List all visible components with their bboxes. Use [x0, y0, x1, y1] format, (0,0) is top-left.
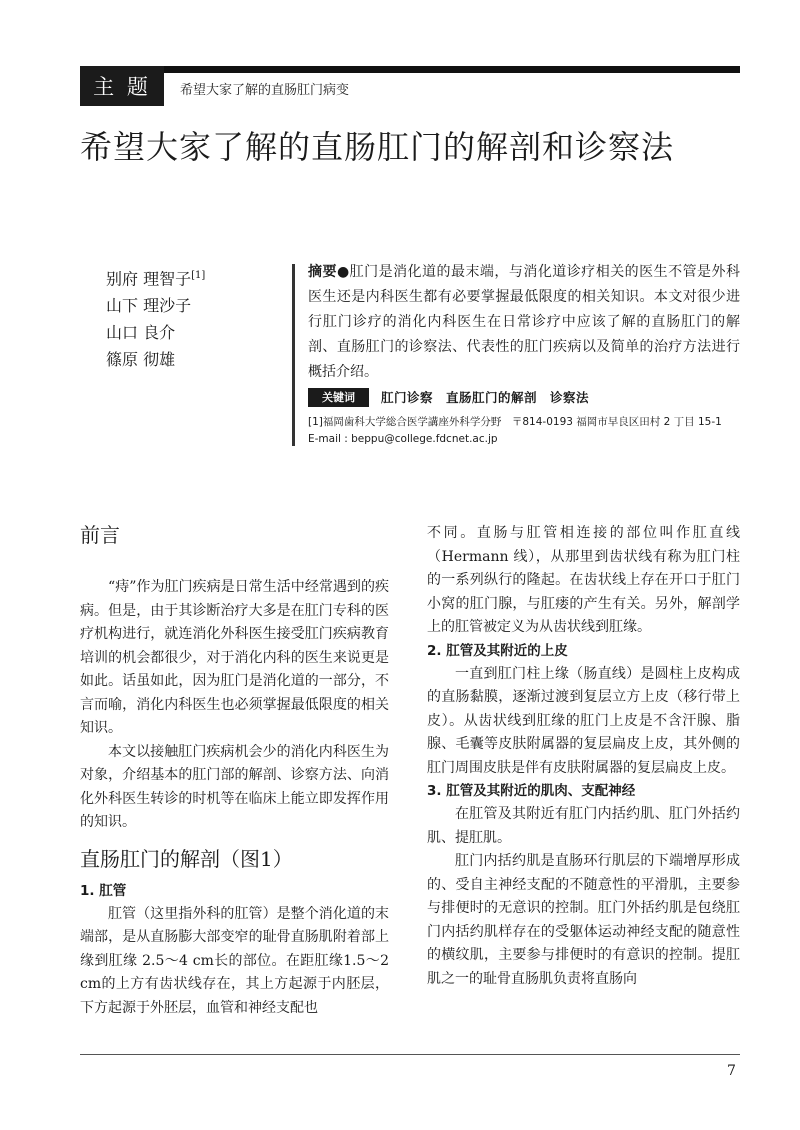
preface-paragraph-1: “痔”作为肛门疾病是日常生活中经常遇到的疾病。但是，由于其诊断治疗大多是在肛门专科的医疗机构进行，就连消化外科医生接受肛门疾病教育培训的机会都很少，对于消化内科的医生来说更是如此。话虽如此，因为肛门是消化道的一部分，不言而喻，消化内科医生也必须掌握最低限度的相关知识。: [80, 579, 389, 736]
anatomy-heading: 直肠肛门的解剖（图1）: [80, 846, 293, 871]
author-item: [106, 292, 205, 319]
page-number: 7: [727, 1063, 736, 1079]
right-paragraph-1: 不同。直肠与肛管相连接的部位叫作肛直线（Hermann 线），从那里到齿状线有称为肛门柱的一系列纵行的隆起。在齿状线上存在开口于肛门小窝的肛门腺，与肛瘘的产生有关。另外，解剖学上的肛管被定义为从齿状线到肛缘。: [427, 525, 740, 635]
author-item: [106, 346, 205, 373]
header-rule: [80, 66, 740, 73]
keywords: [308, 387, 589, 407]
abstract-rule: [292, 264, 295, 446]
abstract-label: 摘要●: [308, 264, 350, 280]
affiliation: [308, 414, 740, 448]
author-name: 山口 良介: [106, 323, 176, 343]
preface-paragraph-2: 本文以接触肛门疾病机会少的消化内科医生为对象，介绍基本的肛门部的解剖、诊察方法、向消化外科医生转诊的时机等在临床上能立即发挥作用的知识。: [80, 743, 389, 830]
keywords-value: 肛门诊察 直肠肛门的解剖 诊察法: [381, 390, 590, 405]
subsection-3-paragraph-1: 在肛管及其附近有肛门内括约肌、肛门外括约肌、提肛肌。: [427, 806, 740, 846]
footer-rule: [80, 1054, 740, 1055]
author-item: [106, 262, 205, 292]
affiliation-email: E-mail : beppu@college.fdcnet.ac.jp: [308, 433, 498, 445]
keywords-label: 关键词: [308, 388, 369, 407]
abstract-text: 肛门是消化道的最末端，与消化道诊疗相关的医生不管是外科医生还是内科医生都有必要掌握最低限度的相关知识。本文对很少进行肛门诊疗的消化内科医生在日常诊疗中应该了解的直肠肛门的解剖、直肠肛门的诊察法、代表性的肛门疾病以及简单的治疗方法进行概括介绍。: [308, 264, 741, 380]
author-name: 篠原 彻雄: [106, 350, 176, 370]
theme-subtitle: 希望大家了解的直肠肛门病变: [180, 83, 350, 98]
right-column: [427, 522, 740, 991]
subsection-1-paragraph: 肛管（这里指外科的肛管）是整个消化道的末端部，是从直肠膨大部变窄的耻骨直肠肌附着部上缘到肛缘 2.5～4 cm长的部位。在距肛缘1.5～2 cm的上方有齿状线存在，其上方起源于内胚层，下方起源于外胚层，血管和神经支配也: [80, 905, 389, 1016]
subsection-3-paragraph-2: 肛门内括约肌是直肠环行肌层的下端增厚形成的、受自主神经支配的不随意性的平滑肌，主要参与排便时的无意识的控制。肛门外括约肌是包绕肛门内括约肌样存在的受躯体运动神经支配的随意性的横纹肌，主要参与排便时的有意识的控制。提肛肌之一的耻骨直肠肌负责将直肠向: [427, 853, 740, 987]
author-ref: [1]: [191, 270, 206, 281]
author-name: 别府 理智子: [106, 269, 192, 289]
article-title: 希望大家了解的直肠肛门的解剖和诊察法: [80, 128, 675, 166]
subsection-2-heading: 2. 肛管及其附近的上皮: [427, 642, 568, 659]
author-item: [106, 319, 205, 346]
preface-heading: 前言: [80, 523, 120, 547]
left-column: [80, 520, 389, 1020]
author-name: 山下 理沙子: [106, 296, 192, 316]
author-list: [106, 262, 205, 373]
subsection-1-heading: 1. 肛管: [80, 882, 127, 899]
subsection-3-heading: 3. 肛管及其附近的肌肉、支配神经: [427, 783, 636, 799]
theme-label: 主 题: [80, 66, 164, 106]
affiliation-address: [1]福岡歯科大学総合医学講座外科学分野 〒814-0193 福岡市早良区田村 2 丁目 15-1: [308, 416, 722, 428]
subsection-2-paragraph: 一直到肛门柱上缘（肠直线）是圆柱上皮构成的直肠黏膜，逐渐过渡到复层立方上皮（移行带上皮）。从齿状线到肛缘的肛门上皮是不含汗腺、脂腺、毛囊等皮肤附属器的复层扁皮上皮，其外侧的肛门周围皮肤是伴有皮肤附属器的复层扁皮上皮。: [427, 665, 740, 776]
abstract: [308, 260, 740, 385]
